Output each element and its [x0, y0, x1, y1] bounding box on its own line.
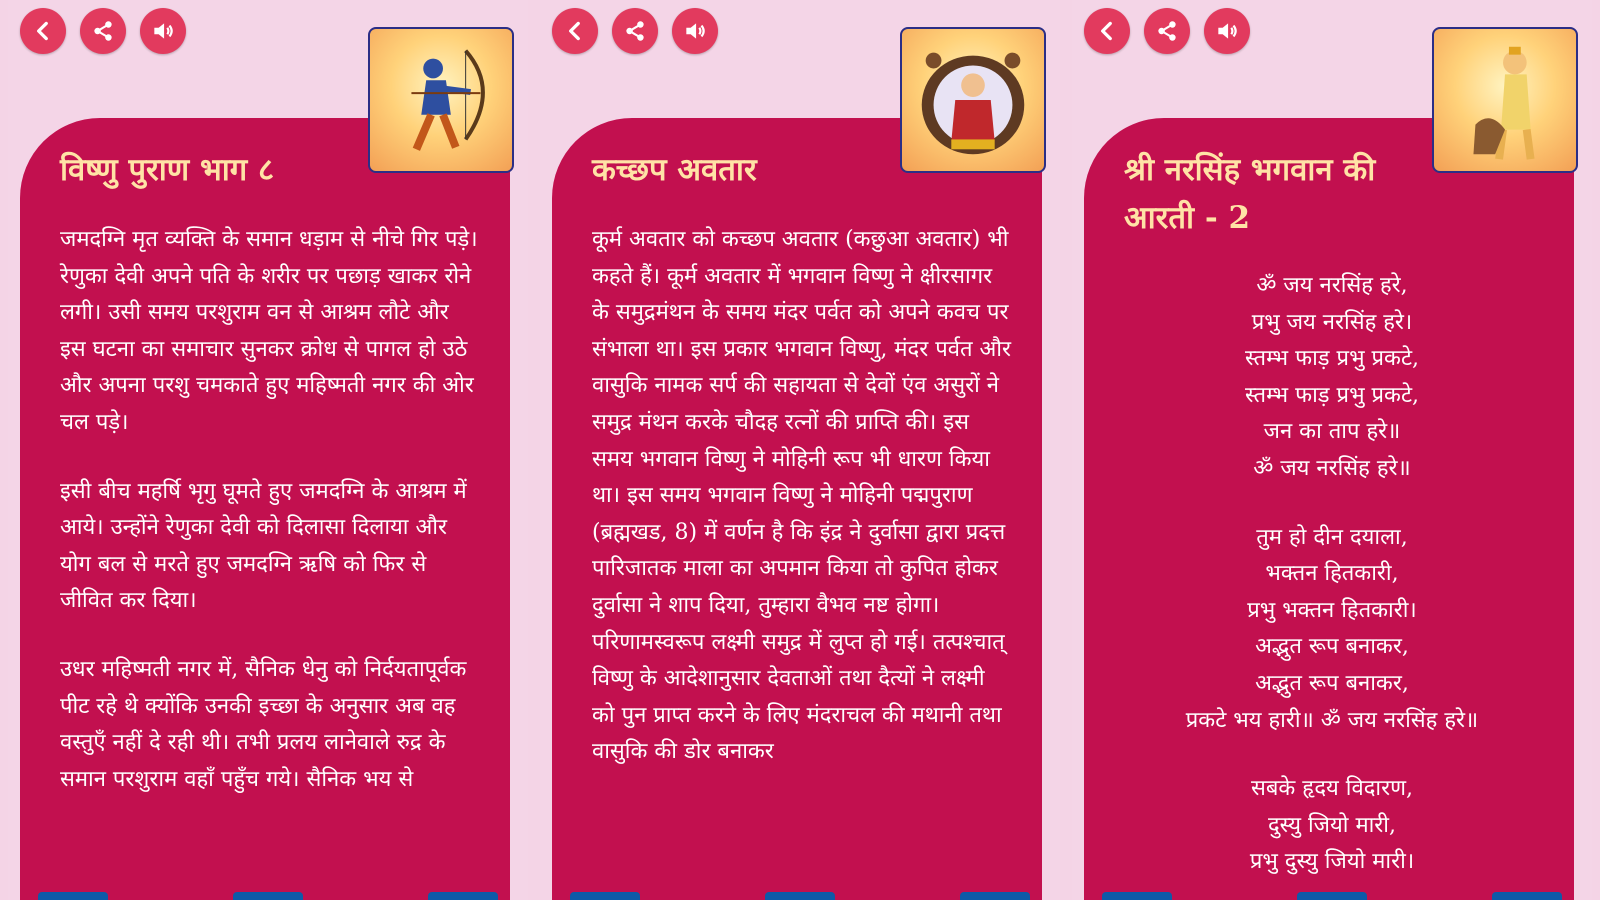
speaker-icon — [682, 18, 708, 44]
back-arrow-icon — [30, 18, 56, 44]
speaker-button[interactable] — [672, 8, 718, 54]
toolbar — [552, 8, 718, 54]
share-button[interactable] — [1144, 8, 1190, 54]
paragraph: उधर महिष्मती नगर में, सैनिक धेनु को निर्दयतापूर्वक पीट रहे थे क्योंकि उनकी इच्छा के अनुसार अब वह वस्तुएँ नहीं दे रही थी। तभी प्रलय लानेवाले रुद्र के समान परशुराम वहाँ पहुँच गये। सैनिक भय से — [60, 656, 467, 792]
aarti-text — [1112, 268, 1552, 900]
story-thumbnail[interactable] — [900, 27, 1046, 173]
bottom-nav-peek — [38, 892, 498, 900]
bottom-nav-peek — [1102, 892, 1562, 900]
share-icon — [90, 18, 116, 44]
rama-archer-icon — [372, 31, 510, 169]
bottom-nav-peek — [570, 892, 1030, 900]
back-arrow-icon — [1094, 18, 1120, 44]
stanza: ॐ जय नरसिंह हरे, प्रभु जय नरसिंह हरे। स्तम्भ फाड़ प्रभु प्रकटे, स्तम्भ फाड़ प्रभु प्रकटे, जन का ताप हरे॥ ॐ जय नरसिंह हरे॥ — [1244, 273, 1420, 481]
paragraph: जमदग्नि मृत व्यक्ति के समान धड़ाम से नीचे गिर पड़े। रेणुका देवी अपने पति के शरीर पर पछाड़ खाकर रोने लगी। उसी समय परशुराम वन से आश्रम लौटे और इस घटना का समाचार सुनकर क्रोध से पागल हो उठे और अपना परशु चमकाते हुए महिष्मती नगर की ओर चल पड़े। — [60, 227, 478, 435]
speaker-button[interactable] — [1204, 8, 1250, 54]
speaker-icon — [150, 18, 176, 44]
kurma-avatar-icon — [904, 31, 1042, 169]
story-thumbnail[interactable] — [368, 27, 514, 173]
share-icon — [622, 18, 648, 44]
toolbar — [1084, 8, 1250, 54]
share-button[interactable] — [612, 8, 658, 54]
toolbar — [20, 8, 186, 54]
story-text — [592, 222, 1012, 803]
story-title: विष्णु पुराण भाग ८ — [60, 152, 275, 188]
speaker-button[interactable] — [140, 8, 186, 54]
paragraph: कूर्म अवतार को कच्छप अवतार (कछुआ अवतार) भी कहते हैं। कूर्म अवतार में भगवान विष्णु ने क्षीरसागर के समुद्रमंथन के समय मंदर पर्वत को अपने कवच पर संभाला था। इस प्रकार भगवान विष्णु, मंदर पर्वत और वासुकि नामक सर्प की सहायता से देवों एंव असुरों ने समुद्र मंथन करके चौदह रत्नों की प्राप्ति की। इस समय भगवान विष्णु ने मोहिनी रूप भी धारण किया था। इस समय भगवान विष्णु ने मोहिनी पद्मपुराण (ब्रह्मखड, 8) में वर्णन है कि इंद्र ने दुर्वासा द्वारा प्रदत्त पारिजातक माला का अपमान किया तो कुपित होकर दुर्वासा ने शाप दिया, तुम्हारा वैभव नष्ट होगा। परिणामस्वरूप लक्ष्मी समुद्र में लुप्त हो गई। तत्पश्चात् विष्णु के आदेशानुसार देवताओं तथा दैत्यों ने लक्ष्मी को पुन प्राप्त करने के लिए मंदराचल की मथानी तथा वासुकि की डोर बनाकर — [592, 227, 1011, 765]
story-panel-3 — [1072, 0, 1592, 900]
back-arrow-icon — [562, 18, 588, 44]
paragraph: इसी बीच महर्षि भृगु घूमते हुए जमदग्नि के आश्रम में आये। उन्होंने रेणुका देवी को दिलासा दिलाया और योग बल से मरते हुए जमदग्नि ऋषि को फिर से जीवित कर दिया। — [60, 478, 467, 614]
back-button[interactable] — [1084, 8, 1130, 54]
narasimha-icon — [1436, 31, 1574, 169]
share-icon — [1154, 18, 1180, 44]
stanza: सबके हृदय विदारण, दुस्यु जियो मारी, प्रभु दुस्यु जियो मारी। — [1249, 776, 1415, 875]
story-title: श्री नरसिंह भगवान की आरती - 2 — [1124, 152, 1376, 236]
story-panel-1 — [8, 0, 528, 900]
story-panel-2 — [540, 0, 1060, 900]
speaker-icon — [1214, 18, 1240, 44]
share-button[interactable] — [80, 8, 126, 54]
back-button[interactable] — [20, 8, 66, 54]
story-title: कच्छप अवतार — [592, 152, 757, 188]
back-button[interactable] — [552, 8, 598, 54]
stanza: तुम हो दीन दयाला, भक्तन हितकारी, प्रभु भक्तन हितकारी। अद्भुत रूप बनाकर, अद्भुत रूप बनाकर, प्रकटे भय हारी॥ ॐ जय नरसिंह हरे॥ — [1185, 524, 1479, 733]
story-thumbnail[interactable] — [1432, 27, 1578, 173]
story-text — [60, 222, 480, 830]
